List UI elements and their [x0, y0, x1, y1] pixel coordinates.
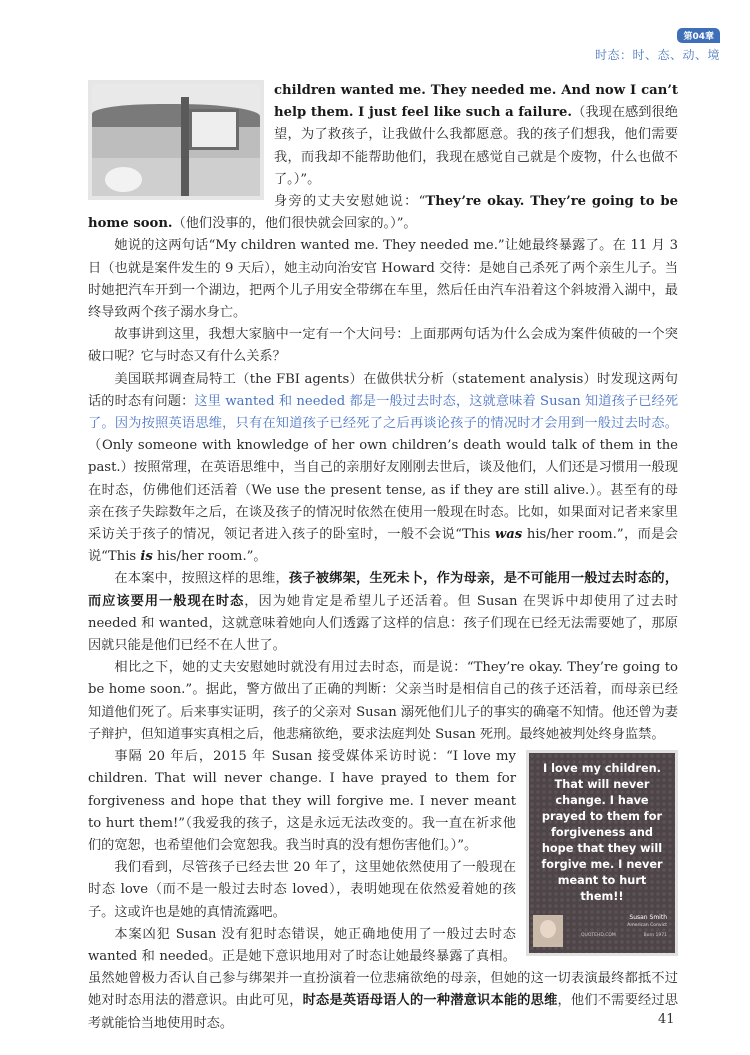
paragraph-conclusion: 本案凶犯 Susan 没有犯时态错误，她正确地使用了一般过去时态 wanted 和 needed。正是她下意识地用对了时态让她最终暴露了真相。虽然她曾极力否认自己参与绑架并一直扮演着一位悲痛欲绝的母亲，但她的这一切表演最终都抵不过她对时态用法的潜意识。由此可见，时态是英语母语人的一种潜意识本能的思维，他们不需要经过思考就能恰当地使用时态。: [88, 926, 679, 1031]
chapter-header: [595, 24, 720, 63]
paragraph-2015-interview: 事隔 20 年后，2015 年 Susan 接受媒体采访时说：“I love my children. That will never change. I have prayed to them for forgiveness and hope that they will forgive me. I never meant to hurt them!”（我爱我的孩子，这是永远无法改变的。我一直在祈求他们的宽恕，也希望他们会宽恕我。我当时真的没有想伤害他们。）”。: [88, 749, 516, 853]
chapter-badge: 第04章: [677, 28, 720, 43]
quote-source-site: QUOTEHD.COM: [581, 932, 616, 938]
quote-author-role: American Convict: [627, 922, 667, 928]
memorial-photo: [88, 80, 264, 200]
highlighted-explanation: 这里 wanted 和 needed 都是一般过去时态，这就意味着 Susan 知道孩子已经死了。因为按照英语思维，只有在知道孩子已经死了之后再谈论孩子的情况时才会用到一般过去时态。: [88, 393, 679, 432]
portrait-thumbnail: [533, 915, 563, 947]
susan-smith-quote-image: [526, 750, 678, 956]
page-body: [88, 80, 678, 1035]
paragraph-fbi-analysis: 美国联邦调查局特工（the FBI agents）在做供状分析（statement analysis）时发现这两句话的时态有问题：这里 wanted 和 needed 都是一般过去时态，这就意味着 Susan 知道孩子已经死了。因为按照英语思维，只有在知道孩子已经死了之后再谈论孩子的情况时才会用到一般过去时态。（Only someone with knowledge of her own children’s death would talk of them in the past.）按照常理，在英语思维中，当自己的亲朋好友刚刚去世后，谈及他们，人们还是习惯用一般现在时态，仿佛他们还活着（We use the present tense, as if they are still alive.）。甚至有的母亲在孩子失踪数年之后，在谈及孩子的情况时依然在使用一般现在时态。比如，如果面对记者来家里采访关于孩子的情况，领记者进入孩子的卧室时，一般不会说“This was his/her room.”，而是会说“This is his/her room.”。: [88, 371, 679, 565]
page-number: 41: [658, 1012, 675, 1027]
chapter-title: 时态：时、态、动、境: [594, 48, 720, 62]
paragraph-husband-comparison: 相比之下，她的丈夫安慰她时就没有用过去时态，而是说：“They’re okay. They’re going to be home soon.”。据此，警方做出了正确的判断：父亲当时是相信自己的孩子还活着，而母亲已经知道他们死了。后来事实证明，孩子的父亲对 Susan 溺死他们儿子的事实的确毫不知情。他还曾为妻子辩护，但知道事实真相之后，他悲痛欲绝，要求法庭判处 Susan 死刑。最终她被判处终身监禁。: [88, 660, 678, 742]
paragraph-case-reasoning: 在本案中，按照这样的思维，孩子被绑架，生死未卜，作为母亲，是不可能用一般过去时态的，而应该要用一般现在时态，因为她肯定是希望儿子还活着。但 Susan 在哭诉中却使用了过去时 needed 和 wanted，这就意味着她向人们透露了这样的信息：孩子们现在已经无法需要她了，那原因就只能是他们已经不在人世了。: [88, 571, 679, 654]
quote-author-born: Born 1971: [643, 932, 667, 938]
quote-author: Susan Smith: [629, 913, 667, 921]
quote-text: I love my children. That will never change. I have prayed to them for forgiveness and hope that they will forgive me. I never meant to hurt them!!: [541, 762, 663, 904]
paragraph-quote-mother: children wanted me. They needed me. And now I can’t help them. I just feel like such a failure.（我现在感到很绝望，为了救孩子，让我做什么我都愿意。我的孩子们想我，他们需要我，而我却不能帮助他们，我现在感觉自己就是个废物，什么也做不了。）”。: [274, 83, 678, 187]
paragraph-present-tense-love: 我们看到，尽管孩子已经去世 20 年了，这里她依然使用了一般现在时态 love（而不是一般过去时态 loved），表明她现在依然爱着她的孩子。这或许也是她的真情流露吧。: [88, 860, 516, 920]
paragraph-quote-father: 身旁的丈夫安慰她说：“They’re okay. They’re going to be home soon.（他们没事的，他们很快就会回家的。）”。: [88, 194, 678, 232]
paragraph-confession: 她说的这两句话“My children wanted me. They needed me.”让她最终暴露了。在 11 月 3 日（也就是案件发生的 9 天后），她主动向治安官 Howard 交待：是她自己杀死了两个亲生儿子。当时她把汽车开到一个湖边，把两个儿子用安全带绑在车里，然后任由汽车沿着这个斜坡滑入湖中，最终导致两个孩子溺水身亡。: [88, 238, 678, 321]
paragraph-question: 故事讲到这里，我想大家脑中一定有一个大问号：上面那两句话为什么会成为案件侦破的一个突破口呢？它与时态又有什么关系？: [88, 327, 678, 365]
